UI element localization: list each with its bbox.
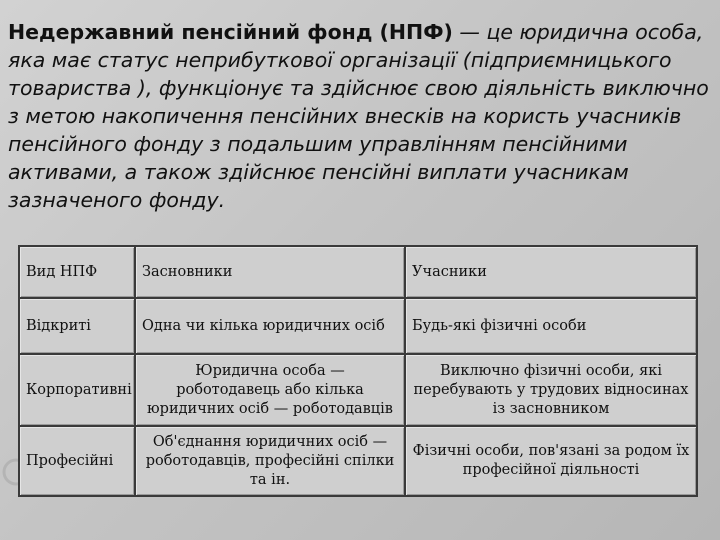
row-type-cell: Корпоративні <box>19 354 135 426</box>
row-participants-cell: Фізичні особи, пов'язані за родом їх професійної діяльності <box>405 426 697 496</box>
table-row <box>19 354 697 426</box>
row-founders-cell: Одна чи кілька юридичних осіб <box>135 298 405 354</box>
npf-types-table <box>18 245 698 497</box>
header-cell-founders: Засновники <box>135 246 405 298</box>
definition-body: — це юридична особа, яка має статус неприбуткової організації (підприємницького товариства ), функціонує та здійснює свою діяльність виключно з метою накопичення пенсійних внесків на користь учасників пенсійного фонду з подальшим управлінням пенсійними активами, а також здійснює пенсійні виплати учасникам зазначеного фонду. <box>8 20 709 212</box>
row-type-cell: Професійні <box>19 426 135 496</box>
definition-text <box>8 18 712 214</box>
row-participants-cell: Будь-які фізичні особи <box>405 298 697 354</box>
table-header-row <box>19 246 697 298</box>
row-type-cell: Відкриті <box>19 298 135 354</box>
definition-term: Недержавний пенсійний фонд (НПФ) <box>8 20 453 44</box>
table-row <box>19 426 697 496</box>
header-cell-participants: Учасники <box>405 246 697 298</box>
table-row <box>19 298 697 354</box>
header-cell-type: Вид НПФ <box>19 246 135 298</box>
row-participants-cell: Виключно фізичні особи, які перебувають у трудових відносинах із засновником <box>405 354 697 426</box>
row-founders-cell: Юридична особа — роботодавець або кілька юридичних осіб — роботодавців <box>135 354 405 426</box>
row-founders-cell: Об'єднання юридичних осіб — роботодавців, професійні спілки та ін. <box>135 426 405 496</box>
